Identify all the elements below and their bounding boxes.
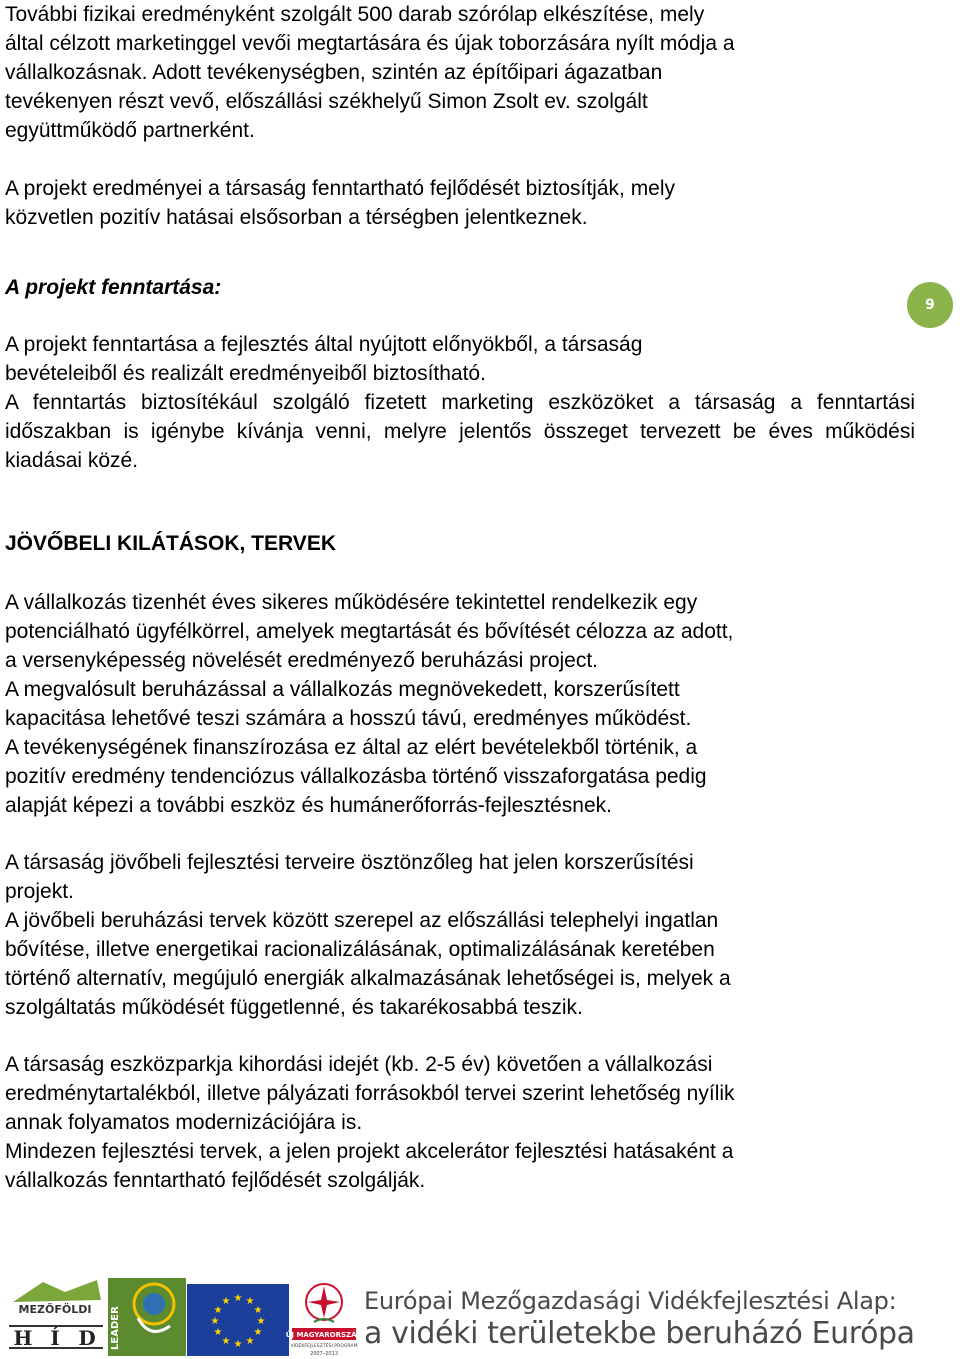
logo-hid-top-text: MEZŐFÖLDI (18, 1303, 92, 1316)
text-line: A projekt fenntartása a fejlesztés által nyújtott előnyökből, a társaság (5, 333, 643, 356)
svg-text:★: ★ (245, 1336, 255, 1347)
eafrd-slogan (364, 1286, 954, 1352)
svg-text:★: ★ (210, 1316, 220, 1327)
paragraph-future-outlook (5, 588, 915, 820)
uj-magyarorszag-logo (285, 1276, 363, 1358)
text-line: bővítése, illetve energetikai racionalizálásának, optimalizálásának keretében (5, 938, 715, 961)
text-line: kapacitása lehetővé teszi számára a hosszú távú, eredményes működést. (5, 707, 692, 730)
document-body (5, 0, 915, 1195)
text-line: A tevékenységének finanszírozása ez által az elért bevételekből történik, a (5, 736, 698, 759)
text-line: vállalkozás fenntartható fejlődését szolgálják. (5, 1169, 426, 1192)
text-line: A társaság eszközparkja kihordási idejét (kb. 2-5 év) követően a vállalkozási (5, 1053, 713, 1076)
text-line: A megvalósult beruházással a vállalkozás megnövekedett, korszerűsített (5, 678, 680, 701)
svg-text:★: ★ (221, 1296, 231, 1307)
paragraph-maintenance (5, 330, 915, 475)
logo-hid-letter: Í (50, 1326, 60, 1350)
svg-text:★: ★ (233, 1293, 243, 1304)
text-line: A jövőbeli beruházási tervek között szerepel az előszállási telephelyi ingatlan (5, 909, 719, 932)
paragraph-results (5, 174, 915, 232)
svg-text:★: ★ (253, 1305, 263, 1316)
footer-logos (0, 1270, 960, 1359)
text-line: potenciálható ügyfélkörrel, amelyek megtartását és bővítését célozza az adott, (5, 620, 734, 643)
text-line: A vállalkozás tizenhét éves sikeres működésére tekintettel rendelkezik egy (5, 591, 698, 614)
text-line: szolgáltatás működését függetlenné, és takarékosabbá teszik. (5, 996, 583, 1019)
text-paragraph-justified: A fenntartás biztosítékául szolgáló fizetett marketing eszközöket a társaság a fenntartási időszakban is igénybe kívánja venni, melyre jelentős összeget tervezett be éves működési kiadásai közé. (5, 391, 915, 472)
section-heading-future: JÖVŐBELI KILÁTÁSOK, TERVEK (5, 532, 336, 555)
text-line: Mindezen fejlesztési tervek, a jelen projekt akcelerátor fejlesztési hatásaként a (5, 1140, 734, 1163)
logo-umvp-line3: 2007–2013 (310, 1351, 338, 1357)
paragraph-marketing (5, 0, 915, 145)
logo-umvp-line1: ÚJ MAGYARORSZÁG (285, 1331, 363, 1339)
text-line: történő alternatív, megújuló energiák alkalmazásának lehetőségei is, melyek a (5, 967, 731, 990)
page-number-badge: 9 (907, 282, 953, 328)
text-line: tevékenyen részt vevő, előszállási székhelyű Simon Zsolt ev. szolgált (5, 90, 648, 113)
text-line: által célzott marketinggel vevői megtartására és újak toborzására nyílt módja a (5, 32, 735, 55)
svg-text:★: ★ (233, 1339, 243, 1350)
svg-text:★: ★ (213, 1305, 223, 1316)
text-line: További fizikai eredményként szolgált 500 darab szórólap elkészítése, mely (5, 3, 705, 26)
svg-text:★: ★ (213, 1327, 223, 1338)
svg-text:★: ★ (221, 1336, 231, 1347)
text-line: alapját képezi a további eszköz és humánerőforrás-fejlesztésnek. (5, 794, 612, 817)
paragraph-asset-renewal (5, 1050, 915, 1195)
logo-hid-letter: H (13, 1326, 33, 1350)
text-line: A társaság jövőbeli fejlesztési terveire ösztönzőleg hat jelen korszerűsítési (5, 851, 694, 874)
leader-logo (108, 1278, 186, 1356)
text-line: a versenyképesség növelését eredményező beruházási project. (5, 649, 599, 672)
svg-text:★: ★ (253, 1327, 263, 1338)
text-line: együttműködő partnerként. (5, 119, 255, 142)
logo-hid-letter: D (78, 1326, 96, 1350)
text-line: pozitív eredmény tendenciózus vállalkozásba történő visszaforgatása pedig (5, 765, 707, 788)
text-line: bevételeiből és realizált eredményeiből biztosítható. (5, 362, 486, 385)
logo-leader-text: LEADER (110, 1306, 121, 1350)
logo-umvp-line2: VIDÉKFEJLESZTÉSI PROGRAM (290, 1344, 358, 1349)
svg-text:★: ★ (256, 1316, 266, 1327)
text-line: eredménytartalékból, illetve pályázati forrásokból tervei szerint lehetőség nyílik (5, 1082, 735, 1105)
paragraph-development-plans (5, 848, 915, 1022)
mezofoldi-hid-logo (5, 1278, 107, 1356)
text-line: vállalkozásnak. Adott tevékenységben, szintén az építőipari ágazatban (5, 61, 663, 84)
eafrd-title: Európai Mezőgazdasági Vidékfejlesztési Alap: (364, 1287, 897, 1315)
eafrd-subtitle: a vidéki területekbe beruházó Európa (364, 1316, 915, 1351)
section-heading-maintenance: A projekt fenntartása: (5, 276, 222, 299)
text-line: annak folyamatos modernizációjára is. (5, 1111, 363, 1134)
text-line: projekt. (5, 880, 74, 903)
eu-flag-logo (187, 1284, 289, 1356)
svg-text:★: ★ (245, 1296, 255, 1307)
text-line: A projekt eredményei a társaság fenntartható fejlődését biztosítják, mely (5, 177, 676, 200)
text-line: közvetlen pozitív hatásai elsősorban a térségben jelentkeznek. (5, 206, 588, 229)
